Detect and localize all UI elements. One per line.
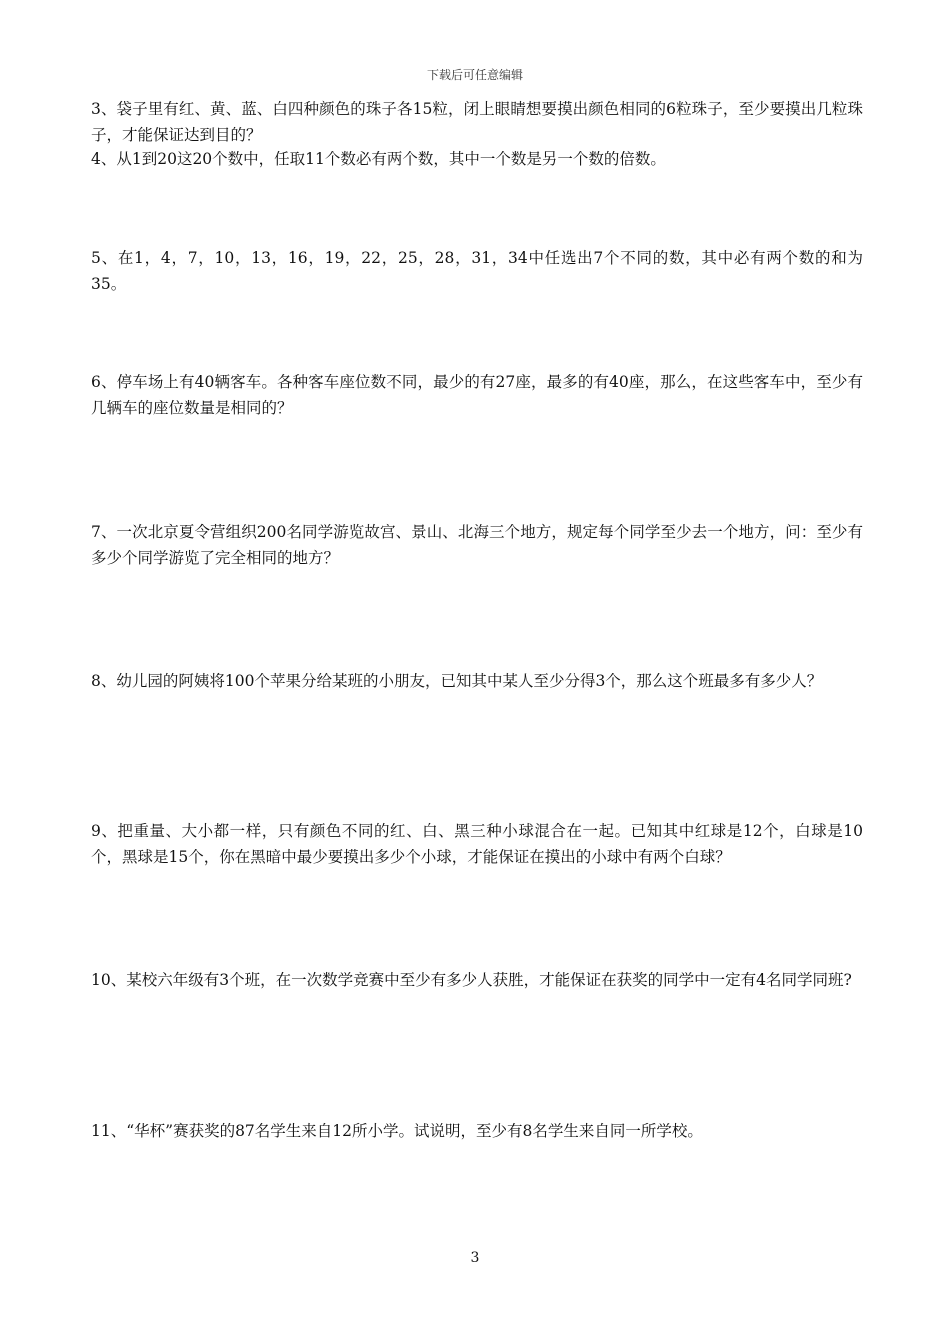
page-number: 3 xyxy=(470,1250,480,1266)
question-9: 9、把重量、大小都一样，只有颜色不同的红、白、黑三种小球混合在一起。已知其中红球是12个，白球是10个，黑球是15个，你在黑暗中最少要摸出多少个小球，才能保证在摸出的小球中有两个白球？ xyxy=(91,822,863,866)
page-header: 下载后可任意编辑 xyxy=(426,68,523,82)
question-7: 7、一次北京夏令营组织200名同学游览故宫、景山、北海三个地方，规定每个同学至少去一个地方，问：至少有多少个同学游览了完全相同的地方？ xyxy=(91,523,863,567)
question-8: 8、幼儿园的阿姨将100个苹果分给某班的小朋友，已知其中某人至少分得3个，那么这个班最多有多少人？ xyxy=(91,672,823,690)
question-5: 5、在1，4，7，10，13，16，19，22，25，28，31，34中任选出7个不同的数，其中必有两个数的和为35。 xyxy=(91,249,863,293)
question-4: 4、从1到20这20个数中，任取11个数必有两个数，其中一个数是另一个数的倍数。 xyxy=(91,150,666,168)
question-6: 6、停车场上有40辆客车。各种客车座位数不同，最少的有27座，最多的有40座，那么，在这些客车中，至少有几辆车的座位数量是相同的？ xyxy=(91,373,863,417)
question-3: 3、袋子里有红、黄、蓝、白四种颜色的珠子各15粒，闭上眼睛想要摸出颜色相同的6粒珠子，至少要摸出几粒珠子，才能保证达到目的？ xyxy=(91,100,863,144)
question-11: 11、“华杯”赛获奖的87名学生来自12所小学。试说明，至少有8名学生来自同一所学校。 xyxy=(91,1122,703,1140)
question-10: 10、某校六年级有3个班，在一次数学竞赛中至少有多少人获胜，才能保证在获奖的同学中一定有4名同学同班? xyxy=(91,971,852,989)
